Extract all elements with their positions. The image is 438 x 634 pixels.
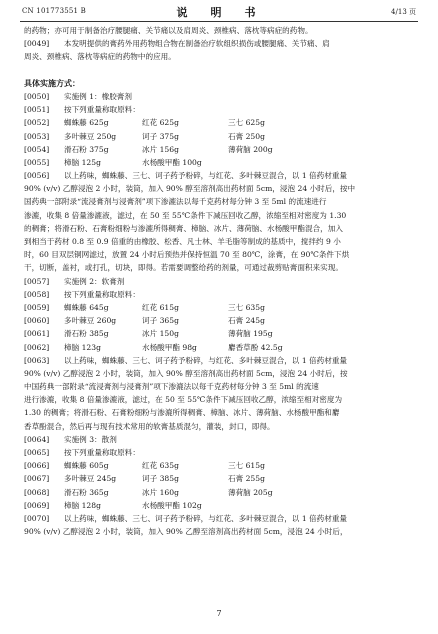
ingredient-row	[24, 327, 416, 340]
paragraph-number: [0066]	[24, 461, 50, 471]
ingredient: 诃子 375g	[142, 131, 179, 141]
ingredient: 水杨酸甲酯 98g	[142, 342, 197, 352]
ingredient: 薄荷脑 200g	[228, 144, 273, 154]
ingredient-row	[24, 301, 416, 314]
ingredient-row	[24, 156, 416, 169]
text-line: 90% (v/v) 乙醇浸泡 2 小时，装筒，加入 90% 醇至溶剂高出药材面 5cm，浸泡 24 小时后，按	[24, 368, 348, 378]
ingredient-row	[24, 116, 416, 129]
paragraph-line	[24, 275, 416, 288]
text-line: 1.30 的稠膏；将滑石粉、石膏粉细粉与渗漉所得稠膏、樟脑、冰片、薄荷脑、水杨酸甲酯和麝	[24, 408, 340, 418]
page-counter: 4/13 页	[391, 8, 416, 16]
text-line: 90% (v/v) 乙醇浸泡 2 小时，装筒，加入 90% 醇至溶剂高出药材面 5cm，浸泡 24 小时后，按中	[24, 184, 356, 194]
text-line: 的稠膏；将滑石粉、石膏粉细粉与渗漉所得稠膏、樟脑、冰片、薄荷脑、水杨酸甲酯混合，加入	[24, 223, 343, 233]
example-title: 实施例 3：散剂	[64, 434, 117, 444]
ingredient: 三七 635g	[228, 302, 265, 312]
ingredient: 薄荷脑 205g	[228, 487, 273, 497]
ingredient-row	[24, 130, 416, 143]
paragraph-line	[24, 433, 416, 446]
paragraph-number: [0062]	[24, 342, 50, 352]
ingredient: 樟脑 123g	[64, 342, 101, 352]
ingredient-row	[24, 143, 416, 156]
ingredient: 樟脑 125g	[64, 157, 101, 167]
paragraph-number: [0051]	[24, 105, 50, 115]
ingredient: 滑石粉 375g	[64, 144, 109, 154]
text-line: 干，切断，盖衬，或打孔，切块，即得。若需要调整给药的剂量，可通过裁剪贴膏面积来实现。	[24, 263, 343, 273]
paragraph-line	[24, 90, 416, 103]
document-title: 说 明 书	[176, 6, 262, 19]
ingredient: 多叶棘豆 250g	[64, 131, 117, 141]
ingredient: 蜘蛛藤 625g	[64, 118, 109, 128]
paragraph-text: 按下列重量称取原料：	[64, 448, 140, 457]
paragraph-number: [0058]	[24, 289, 50, 299]
page-header	[0, 0, 438, 20]
paragraph-text: 以上药味，蜘蛛藤、三七、诃子药予粉碎，与红花、多叶棘豆混合，以 1 倍药材重量	[64, 355, 348, 365]
paragraph-number: [0069]	[24, 500, 50, 510]
ingredient: 红花 625g	[142, 118, 179, 128]
paragraph-number: [0063]	[24, 355, 50, 365]
paragraph-text: 以上药味，蜘蛛藤、三七、诃子药予粉碎，与红花、多叶棘豆混合，以 1 倍药材重量	[64, 171, 348, 181]
text-line: 进行渗漉，收集 8 倍量渗漉液，滤过，在 50 至 55℃条件下减压回收乙醇，浓缩至相对密度为	[24, 395, 343, 405]
paragraph-number: [0049]	[24, 39, 50, 49]
ingredient: 多叶棘豆 245g	[64, 474, 117, 484]
paragraph-line	[24, 37, 416, 50]
ingredient: 水杨酸甲酯 102g	[142, 500, 202, 510]
paragraph-number: [0067]	[24, 474, 50, 484]
paragraph-number: [0065]	[24, 448, 50, 457]
ingredient: 樟脑 128g	[64, 500, 101, 510]
ingredient: 滑石粉 385g	[64, 329, 109, 339]
ingredient-row	[24, 486, 416, 499]
paragraph-text: 本发明提供的膏药外用药物组合物在制备治疗软组织损伤或腰腿痛、关节痛、肩	[64, 39, 330, 49]
paragraph-line	[24, 354, 416, 367]
paragraph-number: [0068]	[24, 487, 50, 497]
ingredient: 冰片 160g	[142, 487, 179, 497]
section-heading: 具体实施方式：	[24, 77, 80, 88]
spacer	[24, 64, 416, 77]
ingredient: 红花 635g	[142, 461, 179, 471]
header-rule	[20, 21, 418, 22]
paragraph-number: [0064]	[24, 434, 50, 444]
text-line: 渗漉，收集 8 倍量渗漉液，滤过，在 50 至 55℃条件下减压回收乙醇，浓缩至相对密度为 1.30	[24, 210, 347, 220]
ingredient-row	[24, 459, 416, 472]
paragraph-number: [0060]	[24, 316, 50, 326]
paragraph-line	[24, 169, 416, 182]
ingredient: 诃子 365g	[142, 316, 179, 326]
text-line: 90% (v/v) 乙醇浸泡 2 小时，装筒，加入 90% 乙醇至溶剂高出药材面 5cm，浸泡 24 小时后，	[24, 527, 348, 537]
paragraph-text: 按下列重量称取原料：	[64, 289, 140, 299]
text-line: 时，60 目双层铜网滤过，放置 24 小时后预热并保持恒温 70 至 80℃，涂膏，在 90℃条件下烘	[24, 250, 350, 260]
paragraph-line	[24, 103, 416, 116]
example-title: 实施例 1：橡胶膏剂	[64, 91, 132, 101]
paragraph-number: [0052]	[24, 118, 50, 128]
ingredient-row	[24, 314, 416, 327]
ingredient: 麝香草酚 42.5g	[228, 342, 283, 352]
ingredient: 多叶棘豆 260g	[64, 316, 117, 326]
ingredient: 滑石粉 365g	[64, 487, 109, 497]
ingredient-row	[24, 472, 416, 485]
publication-number: CN 101773551 B	[22, 7, 86, 15]
paragraph-line	[24, 288, 416, 301]
ingredient: 三七 625g	[228, 118, 265, 128]
paragraph-text: 以上药味，蜘蛛藤、三七、诃子药予粉碎，与红花、多叶棘豆混合，以 1 倍药材重量	[64, 513, 348, 523]
paragraph-number: [0050]	[24, 91, 50, 101]
paragraph-number: [0056]	[24, 171, 50, 181]
example-title: 实施例 2：软膏剂	[64, 276, 125, 286]
ingredient: 冰片 150g	[142, 329, 179, 339]
ingredient: 薄荷脑 195g	[228, 329, 273, 339]
text-line: 的药物；亦可用于制备治疗腰腿痛、关节痛以及肩周炎、颈椎病、落枕等病症的药物。	[24, 26, 313, 35]
document-body	[24, 24, 416, 538]
paragraph-number: [0053]	[24, 131, 50, 141]
paragraph-number: [0055]	[24, 157, 50, 167]
text-line: 香草酚混合，然后再与现有技术常用的软膏基质混匀，灌装，封口，即得。	[24, 421, 275, 431]
paragraph-line	[24, 446, 416, 459]
ingredient: 石膏 245g	[228, 316, 265, 326]
ingredient: 冰片 156g	[142, 144, 179, 154]
text-line: 中国药典一部附录“流浸膏剂与浸膏剂”项下渗漉法以每千克药材每分钟 3 至 5ml 的流速	[24, 382, 319, 392]
ingredient: 三七 615g	[228, 461, 265, 471]
ingredient-row	[24, 341, 416, 354]
paragraph-number: [0054]	[24, 144, 50, 154]
ingredient: 石膏 255g	[228, 474, 265, 484]
paragraph-number: [0057]	[24, 276, 50, 286]
ingredient: 石膏 250g	[228, 131, 265, 141]
ingredient: 蜘蛛藤 605g	[64, 461, 109, 471]
page-number: 7	[216, 609, 222, 618]
text-line: 周炎、颈椎病、落枕等病症的药物中的应用。	[24, 52, 176, 62]
ingredient-row	[24, 499, 416, 512]
paragraph-number: [0070]	[24, 513, 50, 523]
ingredient: 蜘蛛藤 645g	[64, 302, 109, 312]
paragraph-line	[24, 512, 416, 525]
paragraph-number: [0059]	[24, 302, 50, 312]
ingredient: 红花 615g	[142, 302, 179, 312]
paragraph-number: [0061]	[24, 329, 50, 339]
paragraph-text: 按下列重量称取原料：	[64, 105, 140, 115]
ingredient: 诃子 385g	[142, 474, 179, 484]
text-line: 到相当于药材 0.8 至 0.9 倍重的由橡胶、松香、凡士林、羊毛脂等制成的基质中，搅拌约 9 小	[24, 237, 341, 246]
ingredient: 水杨酸甲酯 100g	[142, 157, 202, 167]
text-line: 国药典一部附录“流浸膏剂与浸膏剂”项下渗漉法以每千克药材每分钟 3 至 5ml 的流速进行	[24, 197, 327, 207]
